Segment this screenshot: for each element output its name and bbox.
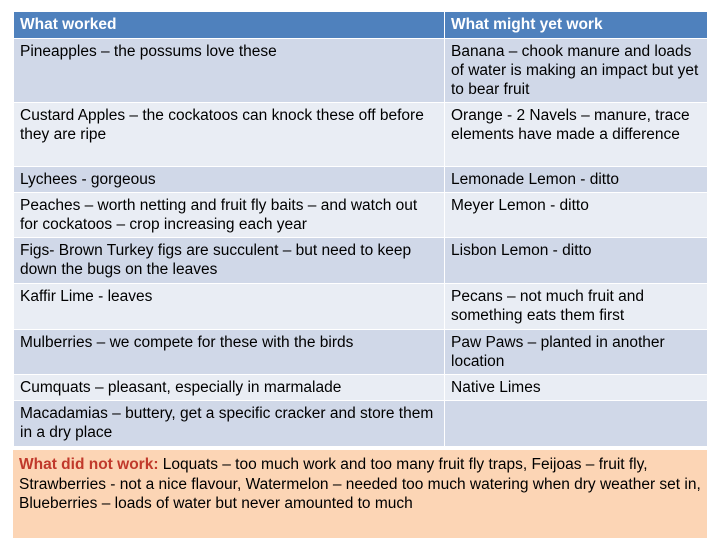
worked-cell: Cumquats – pleasant, especially in marmalade [14, 375, 445, 401]
worked-cell: Pineapples – the possums love these [14, 39, 445, 103]
table-header-row [14, 12, 708, 39]
might-cell: Pecans – not much fruit and something eats them first [445, 284, 708, 330]
table-row [14, 238, 708, 284]
header-what-might-yet-work: What might yet work [445, 12, 708, 39]
might-cell: Banana – chook manure and loads of water is making an impact but yet to bear fruit [445, 39, 708, 103]
did-not-work-label: What did not work: [19, 456, 159, 473]
fruit-table [13, 11, 708, 447]
table-row [14, 39, 708, 103]
table-row [14, 375, 708, 401]
table-row [14, 330, 708, 375]
might-cell: Paw Paws – planted in another location [445, 330, 708, 375]
did-not-work-box [13, 450, 707, 538]
worked-cell: Custard Apples – the cockatoos can knock these off before they are ripe [14, 103, 445, 167]
worked-cell: Lychees - gorgeous [14, 167, 445, 193]
might-cell: Lisbon Lemon - ditto [445, 238, 708, 284]
worked-cell: Kaffir Lime - leaves [14, 284, 445, 330]
worked-cell: Mulberries – we compete for these with the birds [14, 330, 445, 375]
worked-cell: Peaches – worth netting and fruit fly baits – and watch out for cockatoos – crop increasing each year [14, 193, 445, 238]
might-cell: Lemonade Lemon - ditto [445, 167, 708, 193]
worked-cell: Figs- Brown Turkey figs are succulent – but need to keep down the bugs on the leaves [14, 238, 445, 284]
worked-cell: Macadamias – buttery, get a specific cracker and store them in a dry place [14, 401, 445, 447]
table-row [14, 103, 708, 167]
table-row [14, 193, 708, 238]
table-row [14, 284, 708, 330]
might-cell [445, 401, 708, 447]
table-row [14, 401, 708, 447]
did-not-work-text: Loquats – too much work and too many fruit fly traps, Feijoas – fruit fly, Strawberries - not a nice flavour, Watermelon – needed too much watering when dry weather set in, Blueberries – loads of water but never amounted to much [19, 456, 701, 512]
table-row [14, 167, 708, 193]
header-what-worked: What worked [14, 12, 445, 39]
might-cell: Meyer Lemon - ditto [445, 193, 708, 238]
might-cell: Native Limes [445, 375, 708, 401]
might-cell: Orange - 2 Navels – manure, trace elements have made a difference [445, 103, 708, 167]
